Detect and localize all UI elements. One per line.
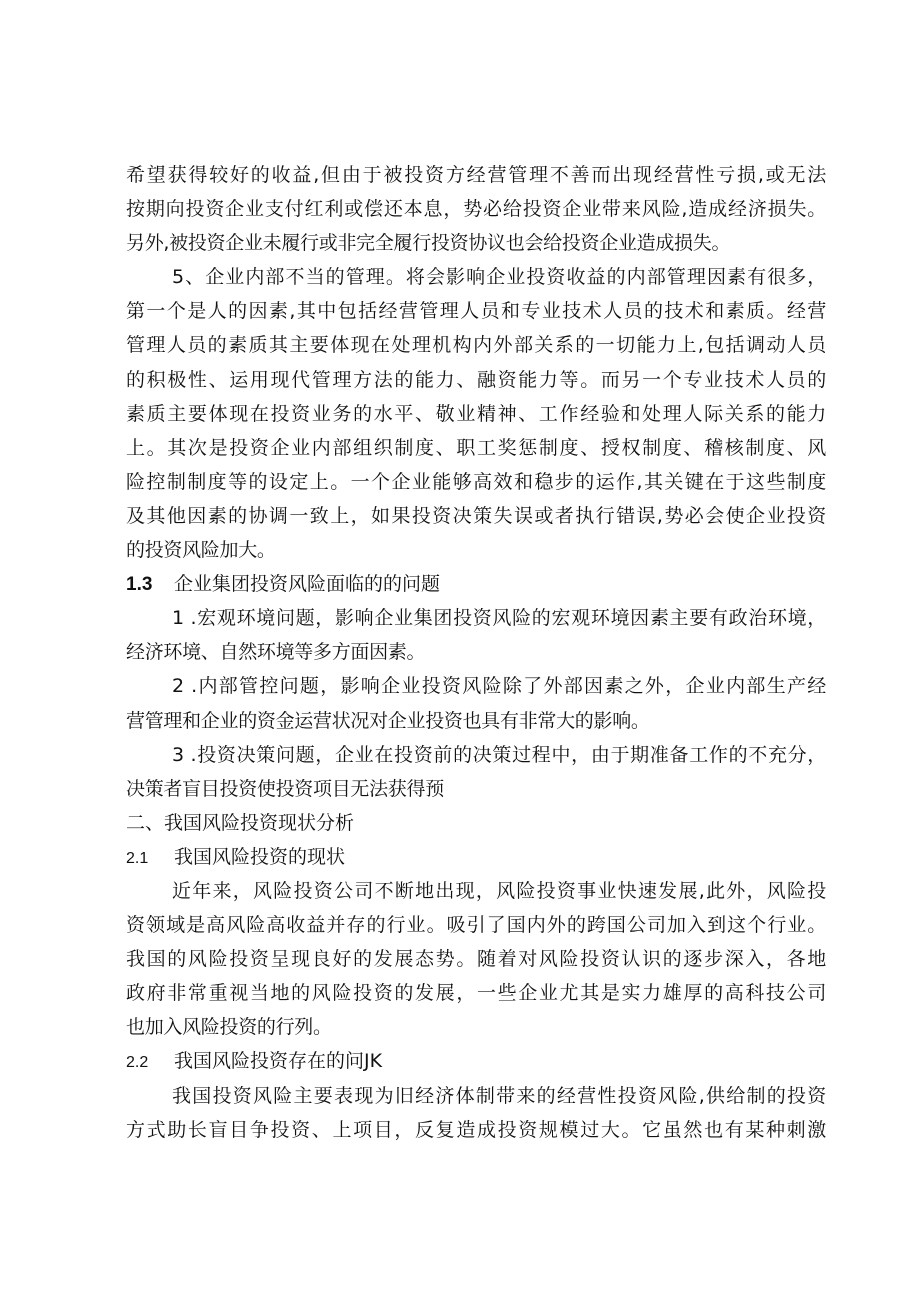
chapter-heading-2: 二、我国风险投资现状分析 (126, 811, 355, 834)
text-line: 上。其次是投资企业内部组织制度、职工奖惩制度、授权制度、稽核制度、风 (126, 436, 826, 459)
section-heading-1-3 (126, 567, 826, 601)
paragraph-2-1 (126, 874, 826, 1044)
text-line: 政府非常重视当地的风险投资的发展，一些企业尤其是实力雄厚的高科技公司 (126, 982, 826, 1005)
text-line: 素质主要体现在投资业务的水平、敬业精神、工作经验和处理人际关系的能力 (126, 402, 826, 425)
list-item-1 (126, 601, 826, 669)
text-line: 按期向投资企业支付红利或偿还本息，势必给投资企业带来风险,造成经济损失。 (126, 198, 826, 221)
text-line: 经济环境、自然环境等多方面因素。 (126, 641, 426, 664)
paragraph-item-5 (126, 260, 826, 567)
text-line: 第一个是人的因素,其中包括经营管理人员和专业技术人员的技术和素质。经营 (126, 300, 826, 323)
section-number: 2.2 (126, 1054, 149, 1072)
text-line: 近年来，风险投资公司不断地出现，风险投资事业快速发展,此外，风险投 (172, 879, 826, 902)
list-item-2 (126, 669, 826, 737)
section-title: 企业集团投资风险面临的的问题 (174, 573, 441, 596)
text-line: 的积极性、运用现代管理方法的能力、融资能力等。而另一个专业技术人员的 (126, 368, 826, 391)
text-line: 方式助长盲目争投资、上项目，反复造成投资规模过大。它虽然也有某种刺激 (126, 1118, 826, 1141)
text-line: 我国的风险投资呈现良好的发展态势。随着对风险投资认识的逐步深入，各地 (126, 948, 826, 971)
text-line: 2 .内部管控问题，影响企业投资风险除了外部因素之外，企业内部生产经 (172, 675, 826, 698)
text-line: 管理人员的素质其主要体现在处理机构内外部关系的一切能力上,包括调动人员 (126, 334, 826, 357)
text-line: 我国投资风险主要表现为旧经济体制带来的经营性投资风险,供给制的投资 (172, 1084, 826, 1107)
section-title: 我国风险投资存在的问JK (174, 1050, 383, 1073)
text-line: 5、企业内部不当的管理。将会影响企业投资收益的内部管理因素有很多， (172, 266, 826, 289)
text-line: 的投资风险加大。 (126, 539, 276, 562)
list-item-3 (126, 738, 826, 806)
section-heading-2-2 (126, 1044, 826, 1078)
text-line: 险控制制度等的设定上。一个企业能够高效和稳步的运作,其关键在于这些制度 (126, 470, 826, 493)
text-line: 决策者盲目投资使投资项目无法获得预 (126, 777, 444, 800)
text-line: 希望获得较好的收益,但由于被投资方经营管理不善而出现经营性亏损,或无法 (126, 164, 826, 186)
section-number: 1.3 (126, 574, 153, 596)
paragraph-continuation (126, 158, 826, 260)
text-line: 营管理和企业的资金运营状况对企业投资也具有非常大的影响。 (126, 709, 650, 732)
section-title: 我国风险投资的现状 (174, 845, 346, 868)
text-line: 3 .投资决策问题，企业在投资前的决策过程中，由于期准备工作的不充分， (172, 743, 826, 766)
text-line: 及其他因素的协调一致上，如果投资决策失误或者执行错误,势必会使企业投资 (126, 504, 826, 527)
text-line: 1 .宏观环境问题，影响企业集团投资风险的宏观环境因素主要有政治环境， (172, 607, 826, 630)
text-line: 另外,被投资企业未履行或非完全履行投资协议也会给投资企业造成损失。 (126, 232, 731, 255)
section-number: 2.1 (126, 849, 149, 867)
text-line: 也加入风险投资的行列。 (126, 1016, 332, 1039)
text-line: 资领域是高风险高收益并存的行业。吸引了国内外的跨国公司加入到这个行业。 (126, 914, 826, 937)
paragraph-2-2 (126, 1079, 826, 1147)
document-body (126, 158, 826, 1147)
section-heading-2-1 (126, 840, 826, 874)
